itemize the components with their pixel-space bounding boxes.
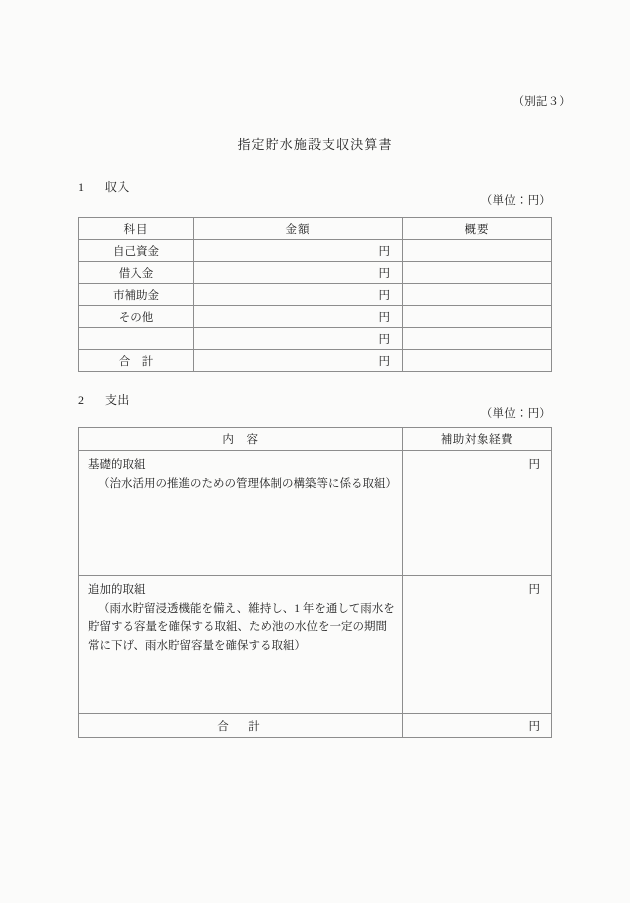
table-row <box>79 328 552 350</box>
table-row <box>79 576 552 714</box>
page-title: 指定貯水施設支収決算書 <box>237 137 393 152</box>
initiative-title: 追加的取組 <box>88 584 146 596</box>
form-number: （別記３） <box>512 96 571 108</box>
cell-item-blank[interactable] <box>79 328 194 350</box>
cell-total-amount[interactable]: 円 <box>403 714 552 738</box>
column-header-item: 科目 <box>79 218 194 240</box>
cell-total-label: 合 計 <box>79 714 403 738</box>
table-row <box>79 306 552 328</box>
cell-amount[interactable]: 円 <box>194 306 403 328</box>
section-label-income: 収入 <box>105 180 130 194</box>
table-header-row <box>79 428 552 451</box>
section-label-expense: 支出 <box>105 393 130 407</box>
section-number-income: 1 <box>78 180 85 194</box>
cell-total-amount[interactable]: 円 <box>194 350 403 372</box>
column-header-subsidy: 補助対象経費 <box>403 428 552 451</box>
table-row <box>79 240 552 262</box>
table-row <box>79 284 552 306</box>
cell-subsidy-amount[interactable]: 円 <box>403 451 552 576</box>
cell-total-label: 合 計 <box>79 350 194 372</box>
table-total-row <box>79 714 552 738</box>
cell-note[interactable] <box>403 306 552 328</box>
cell-amount[interactable]: 円 <box>194 240 403 262</box>
cell-note[interactable] <box>403 240 552 262</box>
initiative-detail-line: 常に下げ、雨水貯留容量を確保する取組） <box>88 639 307 652</box>
column-header-amount: 金額 <box>194 218 403 240</box>
cell-amount[interactable]: 円 <box>194 262 403 284</box>
section-heading-income <box>78 178 130 195</box>
cell-note[interactable] <box>403 328 552 350</box>
unit-note-income: （単位：円） <box>480 195 551 207</box>
income-table <box>78 217 552 372</box>
cell-note[interactable] <box>403 350 552 372</box>
cell-item: その他 <box>79 306 194 328</box>
cell-item: 市補助金 <box>79 284 194 306</box>
expense-table <box>78 427 552 738</box>
cell-amount[interactable]: 円 <box>194 328 403 350</box>
initiative-detail-line: （雨水貯留浸透機能を備え、維持し、1 年を通して雨水を <box>98 602 395 615</box>
table-total-row <box>79 350 552 372</box>
cell-note[interactable] <box>403 262 552 284</box>
cell-subsidy-amount[interactable]: 円 <box>403 576 552 714</box>
cell-initiative-basic[interactable] <box>79 451 403 576</box>
column-header-note: 概要 <box>403 218 552 240</box>
section-number-expense: 2 <box>78 393 85 407</box>
cell-amount[interactable]: 円 <box>194 284 403 306</box>
table-header-row <box>79 218 552 240</box>
cell-initiative-additional[interactable] <box>79 576 403 714</box>
table-row <box>79 451 552 576</box>
initiative-detail-line: 貯留する容量を確保する取組、ため池の水位を一定の期間 <box>88 621 387 634</box>
unit-note-expense: （単位：円） <box>480 408 551 420</box>
cell-note[interactable] <box>403 284 552 306</box>
initiative-detail-line: （治水活用の推進のための管理体制の構築等に係る取組） <box>98 477 397 490</box>
initiative-title: 基礎的取組 <box>88 459 146 471</box>
table-row <box>79 262 552 284</box>
cell-item: 自己資金 <box>79 240 194 262</box>
cell-item: 借入金 <box>79 262 194 284</box>
column-header-content: 内 容 <box>79 428 403 451</box>
section-heading-expense <box>78 391 130 408</box>
